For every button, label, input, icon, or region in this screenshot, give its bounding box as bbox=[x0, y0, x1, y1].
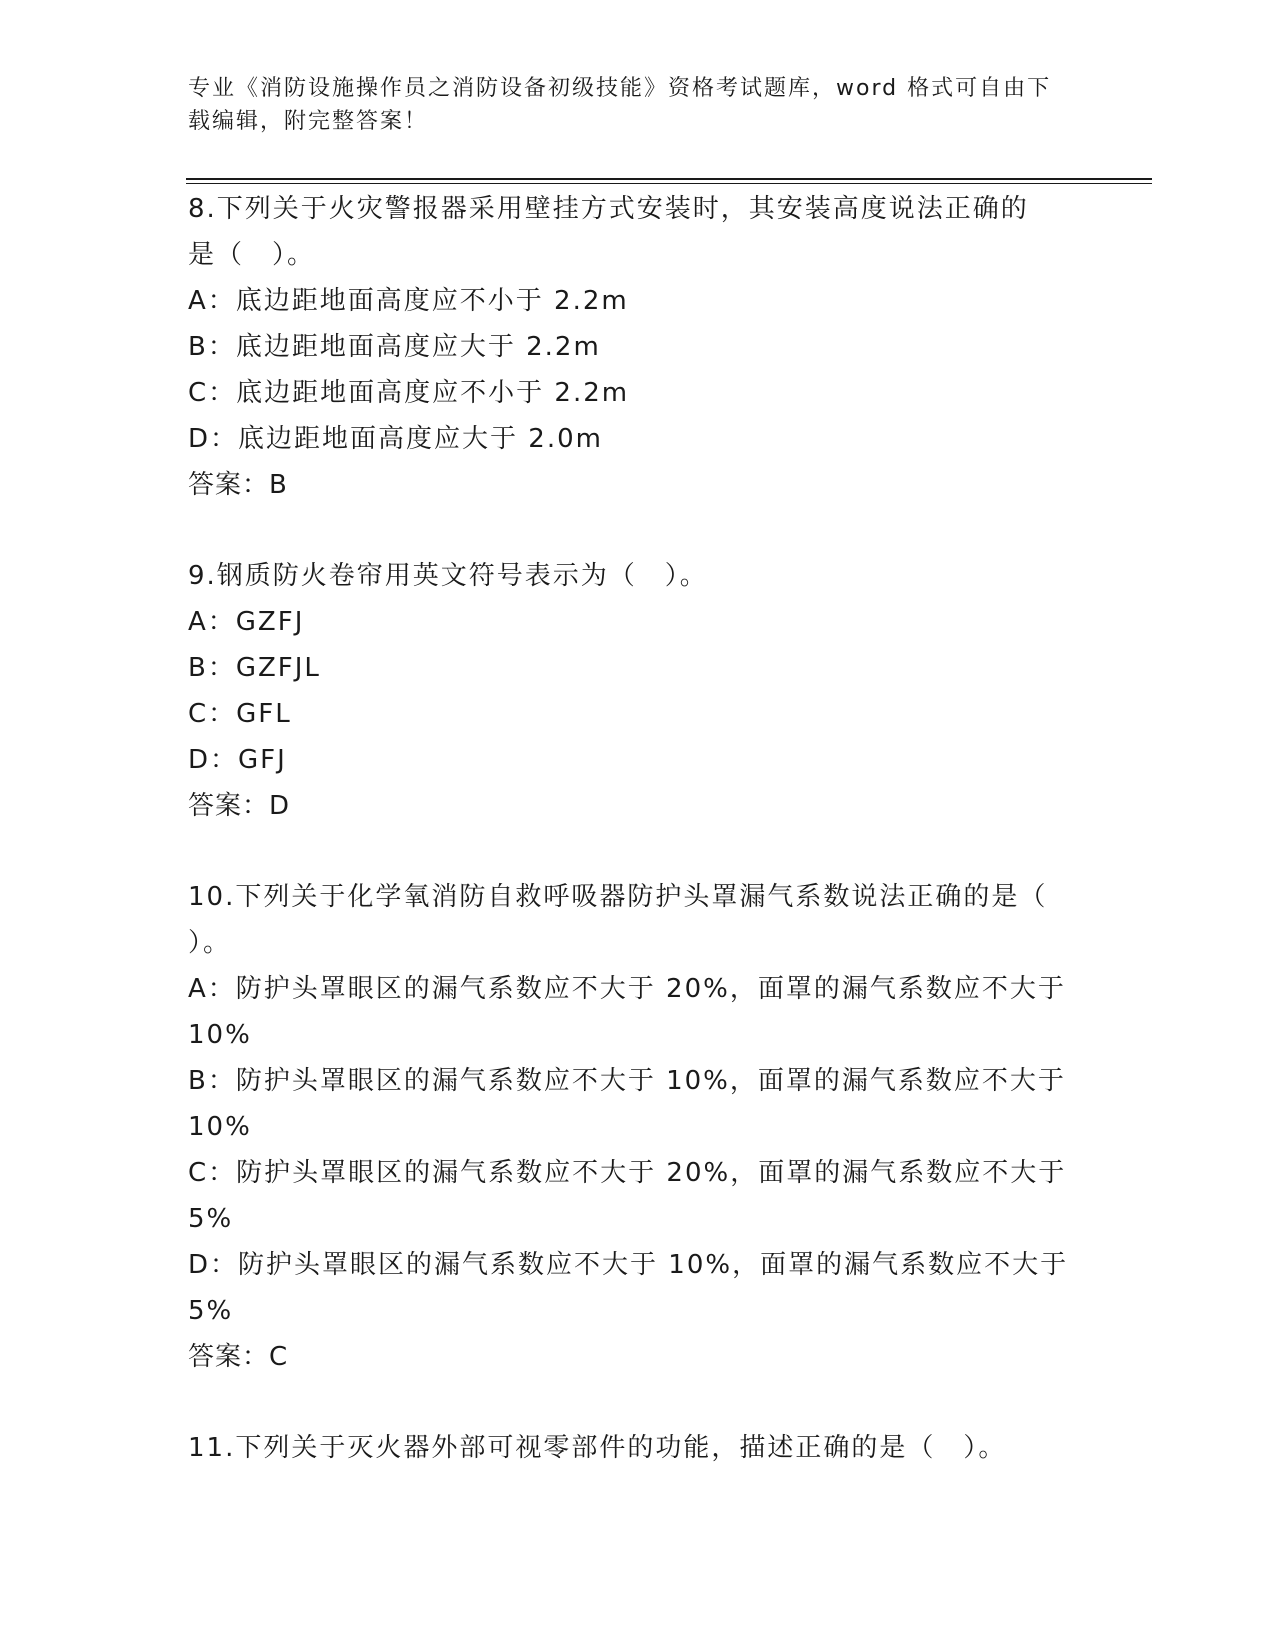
header-line-2: 载编辑，附完整答案！ bbox=[188, 109, 429, 134]
question-stem: 8.下列关于火灾警报器采用壁挂方式安装时，其安装高度说法正确的 bbox=[188, 194, 1029, 224]
answer-key: 答案：C bbox=[188, 1342, 289, 1372]
question-spacer bbox=[188, 1380, 1078, 1425]
answer-option: A：底边距地面高度应不小于 2.2m bbox=[188, 286, 629, 316]
question-list bbox=[188, 186, 1078, 1471]
answer-option: A：GZFJ bbox=[188, 607, 305, 637]
question-item bbox=[188, 1425, 1078, 1471]
answer-option: 5% bbox=[188, 1296, 234, 1326]
answer-option: 10% bbox=[188, 1020, 252, 1050]
answer-option: D：底边距地面高度应大于 2.0m bbox=[188, 424, 603, 454]
question-stem: 10.下列关于化学氧消防自救呼吸器防护头罩漏气系数说法正确的是（ bbox=[188, 882, 1048, 912]
question-stem: 11.下列关于灭火器外部可视零部件的功能，描述正确的是（ ）。 bbox=[188, 1433, 1007, 1463]
answer-option: C：GFL bbox=[188, 699, 292, 729]
answer-option: A：防护头罩眼区的漏气系数应不大于 20%，面罩的漏气系数应不大于 bbox=[188, 974, 1066, 1004]
question-item bbox=[188, 553, 1078, 829]
document-header bbox=[188, 72, 1068, 138]
answer-option: B：防护头罩眼区的漏气系数应不大于 10%，面罩的漏气系数应不大于 bbox=[188, 1066, 1066, 1096]
question-spacer bbox=[188, 829, 1078, 874]
answer-option: 5% bbox=[188, 1204, 234, 1234]
answer-key: 答案：B bbox=[188, 470, 288, 500]
answer-option: B：底边距地面高度应大于 2.2m bbox=[188, 332, 601, 362]
header-divider-thin bbox=[186, 183, 1152, 184]
answer-option: C：底边距地面高度应不小于 2.2m bbox=[188, 378, 630, 408]
question-item bbox=[188, 874, 1078, 1380]
question-stem: ）。 bbox=[188, 928, 232, 958]
question-stem: 9.钢质防火卷帘用英文符号表示为（ ）。 bbox=[188, 561, 708, 591]
answer-option: 10% bbox=[188, 1112, 252, 1142]
question-spacer bbox=[188, 508, 1078, 553]
answer-option: D：防护头罩眼区的漏气系数应不大于 10%，面罩的漏气系数应不大于 bbox=[188, 1250, 1069, 1280]
answer-key: 答案：D bbox=[188, 791, 291, 821]
question-stem: 是（ ）。 bbox=[188, 240, 316, 270]
answer-option: D：GFJ bbox=[188, 745, 287, 775]
header-line-1: 专业《消防设施操作员之消防设备初级技能》资格考试题库，word 格式可自由下 bbox=[188, 76, 1052, 101]
answer-option: B：GZFJL bbox=[188, 653, 321, 683]
answer-option: C：防护头罩眼区的漏气系数应不大于 20%，面罩的漏气系数应不大于 bbox=[188, 1158, 1067, 1188]
header-divider bbox=[186, 178, 1152, 180]
question-item bbox=[188, 186, 1078, 508]
